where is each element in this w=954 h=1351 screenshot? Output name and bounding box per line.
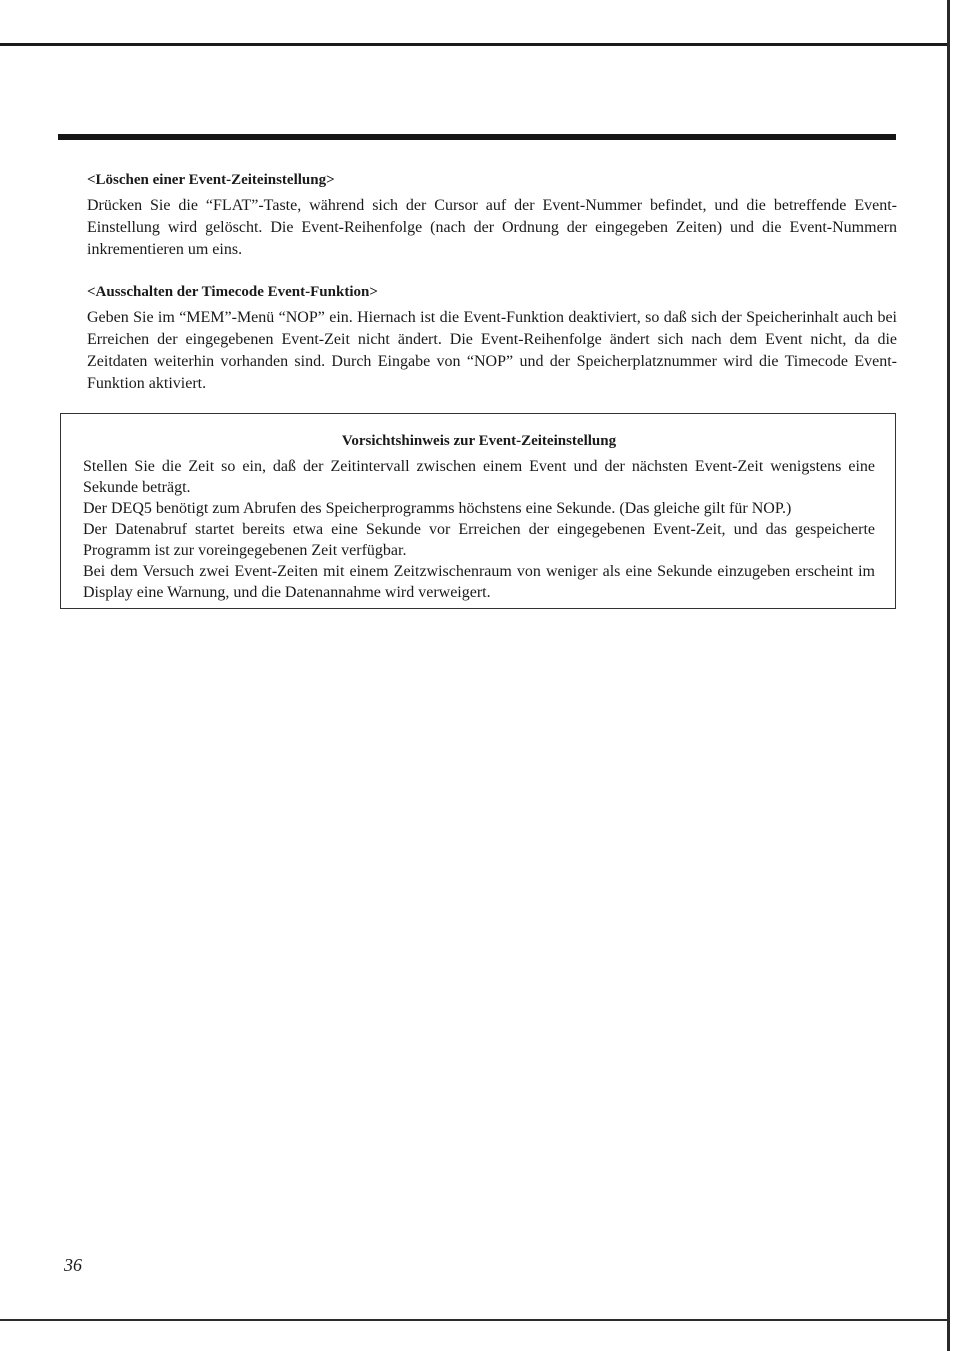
section-rule xyxy=(58,134,896,140)
caution-notice-box xyxy=(60,413,896,609)
notice-paragraph: Der Datenabruf startet bereits etwa eine Sekunde vor Erreichen der eingegebenen Event-Zeit, und das gespeicherte Programm ist zur voreingegebenen Zeit verfügbar. xyxy=(83,521,875,559)
notice-paragraph: Der DEQ5 benötigt zum Abrufen des Speicherprogramms höchstens eine Sekunde. (Das gleiche gilt für NOP.) xyxy=(83,500,792,517)
section-body: Geben Sie im “MEM”-Menü “NOP” ein. Hiernach ist die Event-Funktion deaktiviert, so daß sich der Speicherinhalt auch bei Erreichen der eingegebenen Event-Zeit nicht ändert. Die Event-Reihenfolge ändert sich nach dem Event nicht, da die Zeitdaten weiterhin vorhanden sind. Durch Eingabe von “NOP” und der Speicherplatznummer wird die Timecode Event-Funktion aktiviert. xyxy=(87,309,897,392)
section-delete-event-time xyxy=(87,171,897,261)
section-disable-timecode-event xyxy=(87,283,897,395)
section-body: Drücken Sie die “FLAT”-Taste, während sich der Cursor auf der Event-Nummer befindet, und die betreffende Event-Einstellung wird gelöscht. Die Event-Reihenfolge (nach der Ordnung der eingegeben Zeiten) und die Event-Nummern inkrementieren um eins. xyxy=(87,197,897,258)
section-heading: <Löschen einer Event-Zeiteinstellung> xyxy=(87,172,335,188)
page-number: 36 xyxy=(64,1255,82,1275)
bottom-rule xyxy=(0,1319,948,1321)
right-page-edge xyxy=(947,0,950,1351)
notice-paragraph: Bei dem Versuch zwei Event-Zeiten mit einem Zeitzwischenraum von weniger als eine Sekunde einzugeben erscheint im Display eine Warnung, und die Datenannahme wird verweigert. xyxy=(83,563,875,601)
top-rule xyxy=(0,43,948,46)
section-heading: <Ausschalten der Timecode Event-Funktion> xyxy=(87,284,378,300)
notice-title: Vorsichtshinweis zur Event-Zeiteinstellung xyxy=(341,433,617,449)
notice-paragraph: Stellen Sie die Zeit so ein, daß der Zeitintervall zwischen einem Event und der nächsten Event-Zeit wenigstens eine Sekunde beträgt. xyxy=(83,458,875,496)
